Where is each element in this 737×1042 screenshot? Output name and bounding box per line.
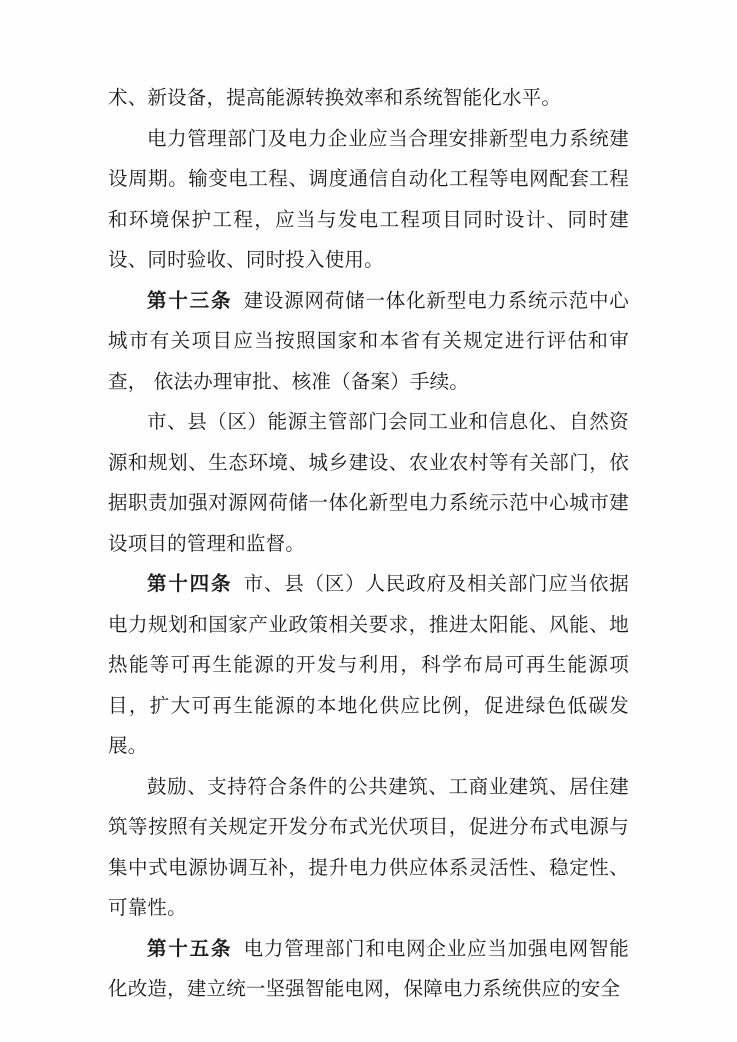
article-label-15: 第十五条 xyxy=(147,936,233,960)
paragraph-continuation xyxy=(108,78,629,119)
paragraph-article-14 xyxy=(108,564,629,767)
paragraph-power-system-construction xyxy=(108,119,629,281)
paragraph-text: 市、县（区）人民政府及相关部门应当依据电力规划和国家产业政策相关要求，推进太阳能、风能、地热能等可再生能源的开发与利用，科学布局可再生能源项目，扩大可再生能源的本地化供应比例，促进绿色低碳发展。 xyxy=(108,572,629,757)
paragraph-text: 电力管理部门和电网企业应当加强电网智能化改造，建立统一坚强智能电网，保障电力系统供应的安全 xyxy=(108,936,629,1000)
article-label-14: 第十四条 xyxy=(147,572,233,595)
paragraph-text: 术、新设备，提高能源转换效率和系统智能化水平。 xyxy=(108,86,562,109)
paragraph-text: 建设源网荷储一体化新型电力系统示范中心城市有关项目应当按照国家和本省有关规定进行评估和审查， 依法办理审批、核准（备案）手续。 xyxy=(108,288,629,393)
paragraph-article-13 xyxy=(108,281,629,403)
paragraph-text: 鼓励、支持符合条件的公共建筑、工商业建筑、居住建筑等按照有关规定开发分布式光伏项目，促进分布式电源与集中式电源协调互补，提升电力供应体系灵活性、稳定性、可靠性。 xyxy=(108,774,629,919)
paragraph-energy-departments xyxy=(108,402,629,564)
paragraph-distributed-pv xyxy=(108,767,629,929)
article-label-13: 第十三条 xyxy=(147,288,233,312)
document-body xyxy=(108,78,629,1010)
paragraph-text: 电力管理部门及电力企业应当合理安排新型电力系统建设周期。输变电工程、调度通信自动化工程等电网配套工程和环境保护工程，应当与发电工程项目同时设计、同时建设、同时验收、同时投入使用。 xyxy=(108,126,629,271)
paragraph-article-15 xyxy=(108,929,629,1010)
paragraph-text: 市、县（区）能源主管部门会同工业和信息化、自然资源和规划、生态环境、城乡建设、农业农村等有关部门，依据职责加强对源网荷储一体化新型电力系统示范中心城市建设项目的管理和监督。 xyxy=(108,410,629,555)
